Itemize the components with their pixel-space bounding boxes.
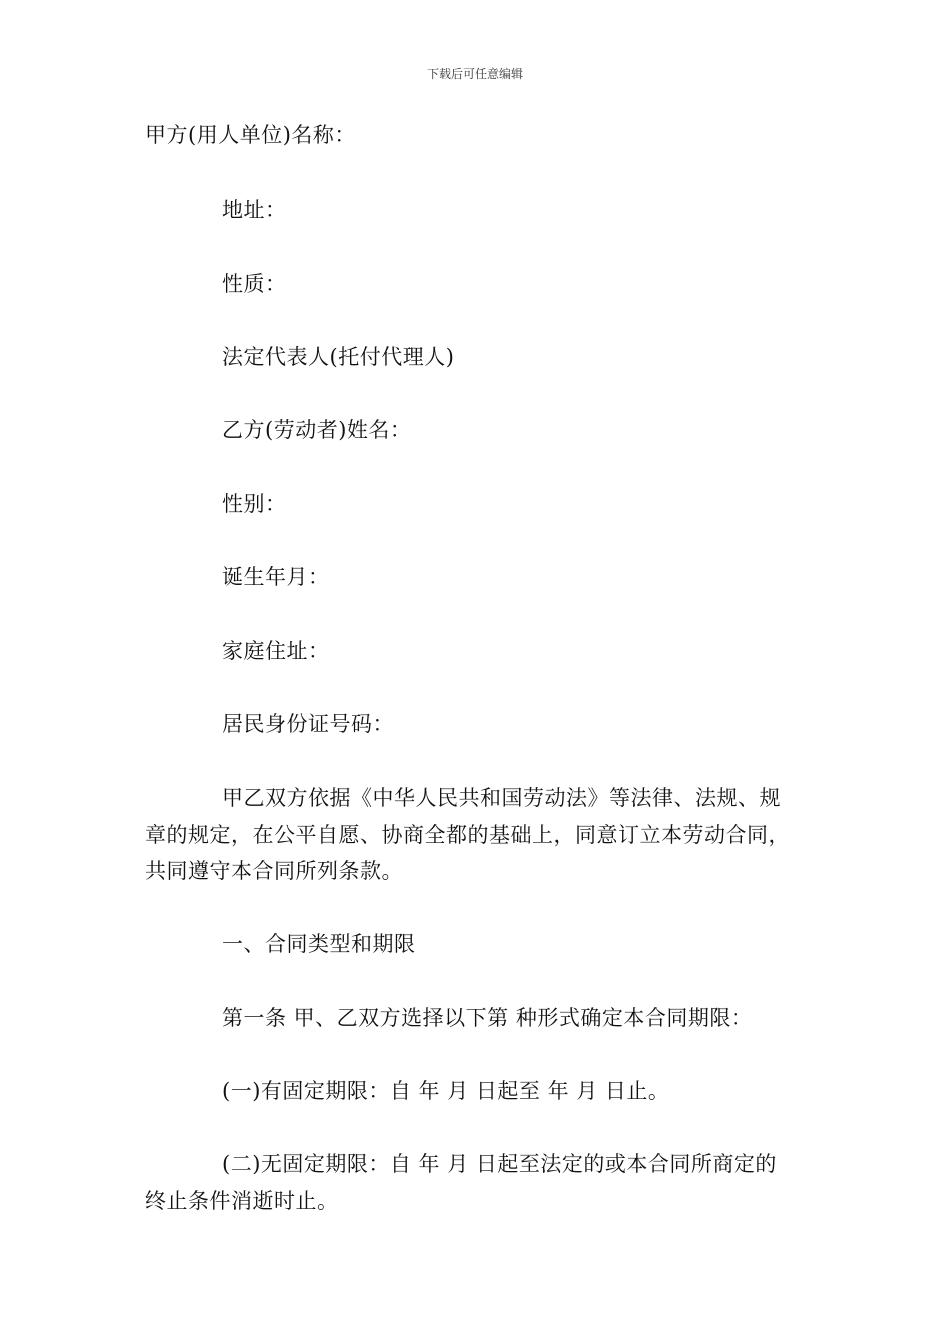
address-field: 地址：	[222, 198, 287, 222]
home-address-field: 家庭住址：	[222, 639, 330, 663]
section-1-title: 一、合同类型和期限	[222, 932, 416, 956]
nature-field: 性质：	[222, 272, 287, 296]
open-term-line: 终止条件消逝时止。	[145, 1189, 339, 1213]
preamble-line: 甲乙双方依据《中华人民共和国劳动法》等法律、法规、规	[222, 786, 781, 810]
article-1: 第一条 甲、乙双方选择以下第 种形式确定本合同期限：	[222, 1006, 753, 1030]
birth-date-field: 诞生年月：	[222, 565, 330, 589]
gender-field: 性别：	[222, 492, 287, 516]
fixed-term-clause: (一)有固定期限：自 年 月 日起至 年 月 日止。	[222, 1079, 670, 1103]
preamble-line: 共同遵守本合同所列条款。	[145, 859, 403, 883]
open-term-line: (二)无固定期限：自 年 月 日起至法定的或本合同所商定的	[222, 1152, 777, 1176]
party-a-name-field: 甲方(用人单位)名称：	[145, 123, 356, 147]
party-b-name-field: 乙方(劳动者)姓名：	[222, 418, 412, 442]
legal-representative-field: 法定代表人(托付代理人)	[222, 345, 455, 369]
id-number-field: 居民身份证号码：	[222, 712, 394, 736]
preamble-line: 章的规定，在公平自愿、协商全都的基础上，同意订立本劳动合同，	[145, 823, 790, 847]
page-header-note: 下载后可任意编辑	[426, 67, 523, 81]
